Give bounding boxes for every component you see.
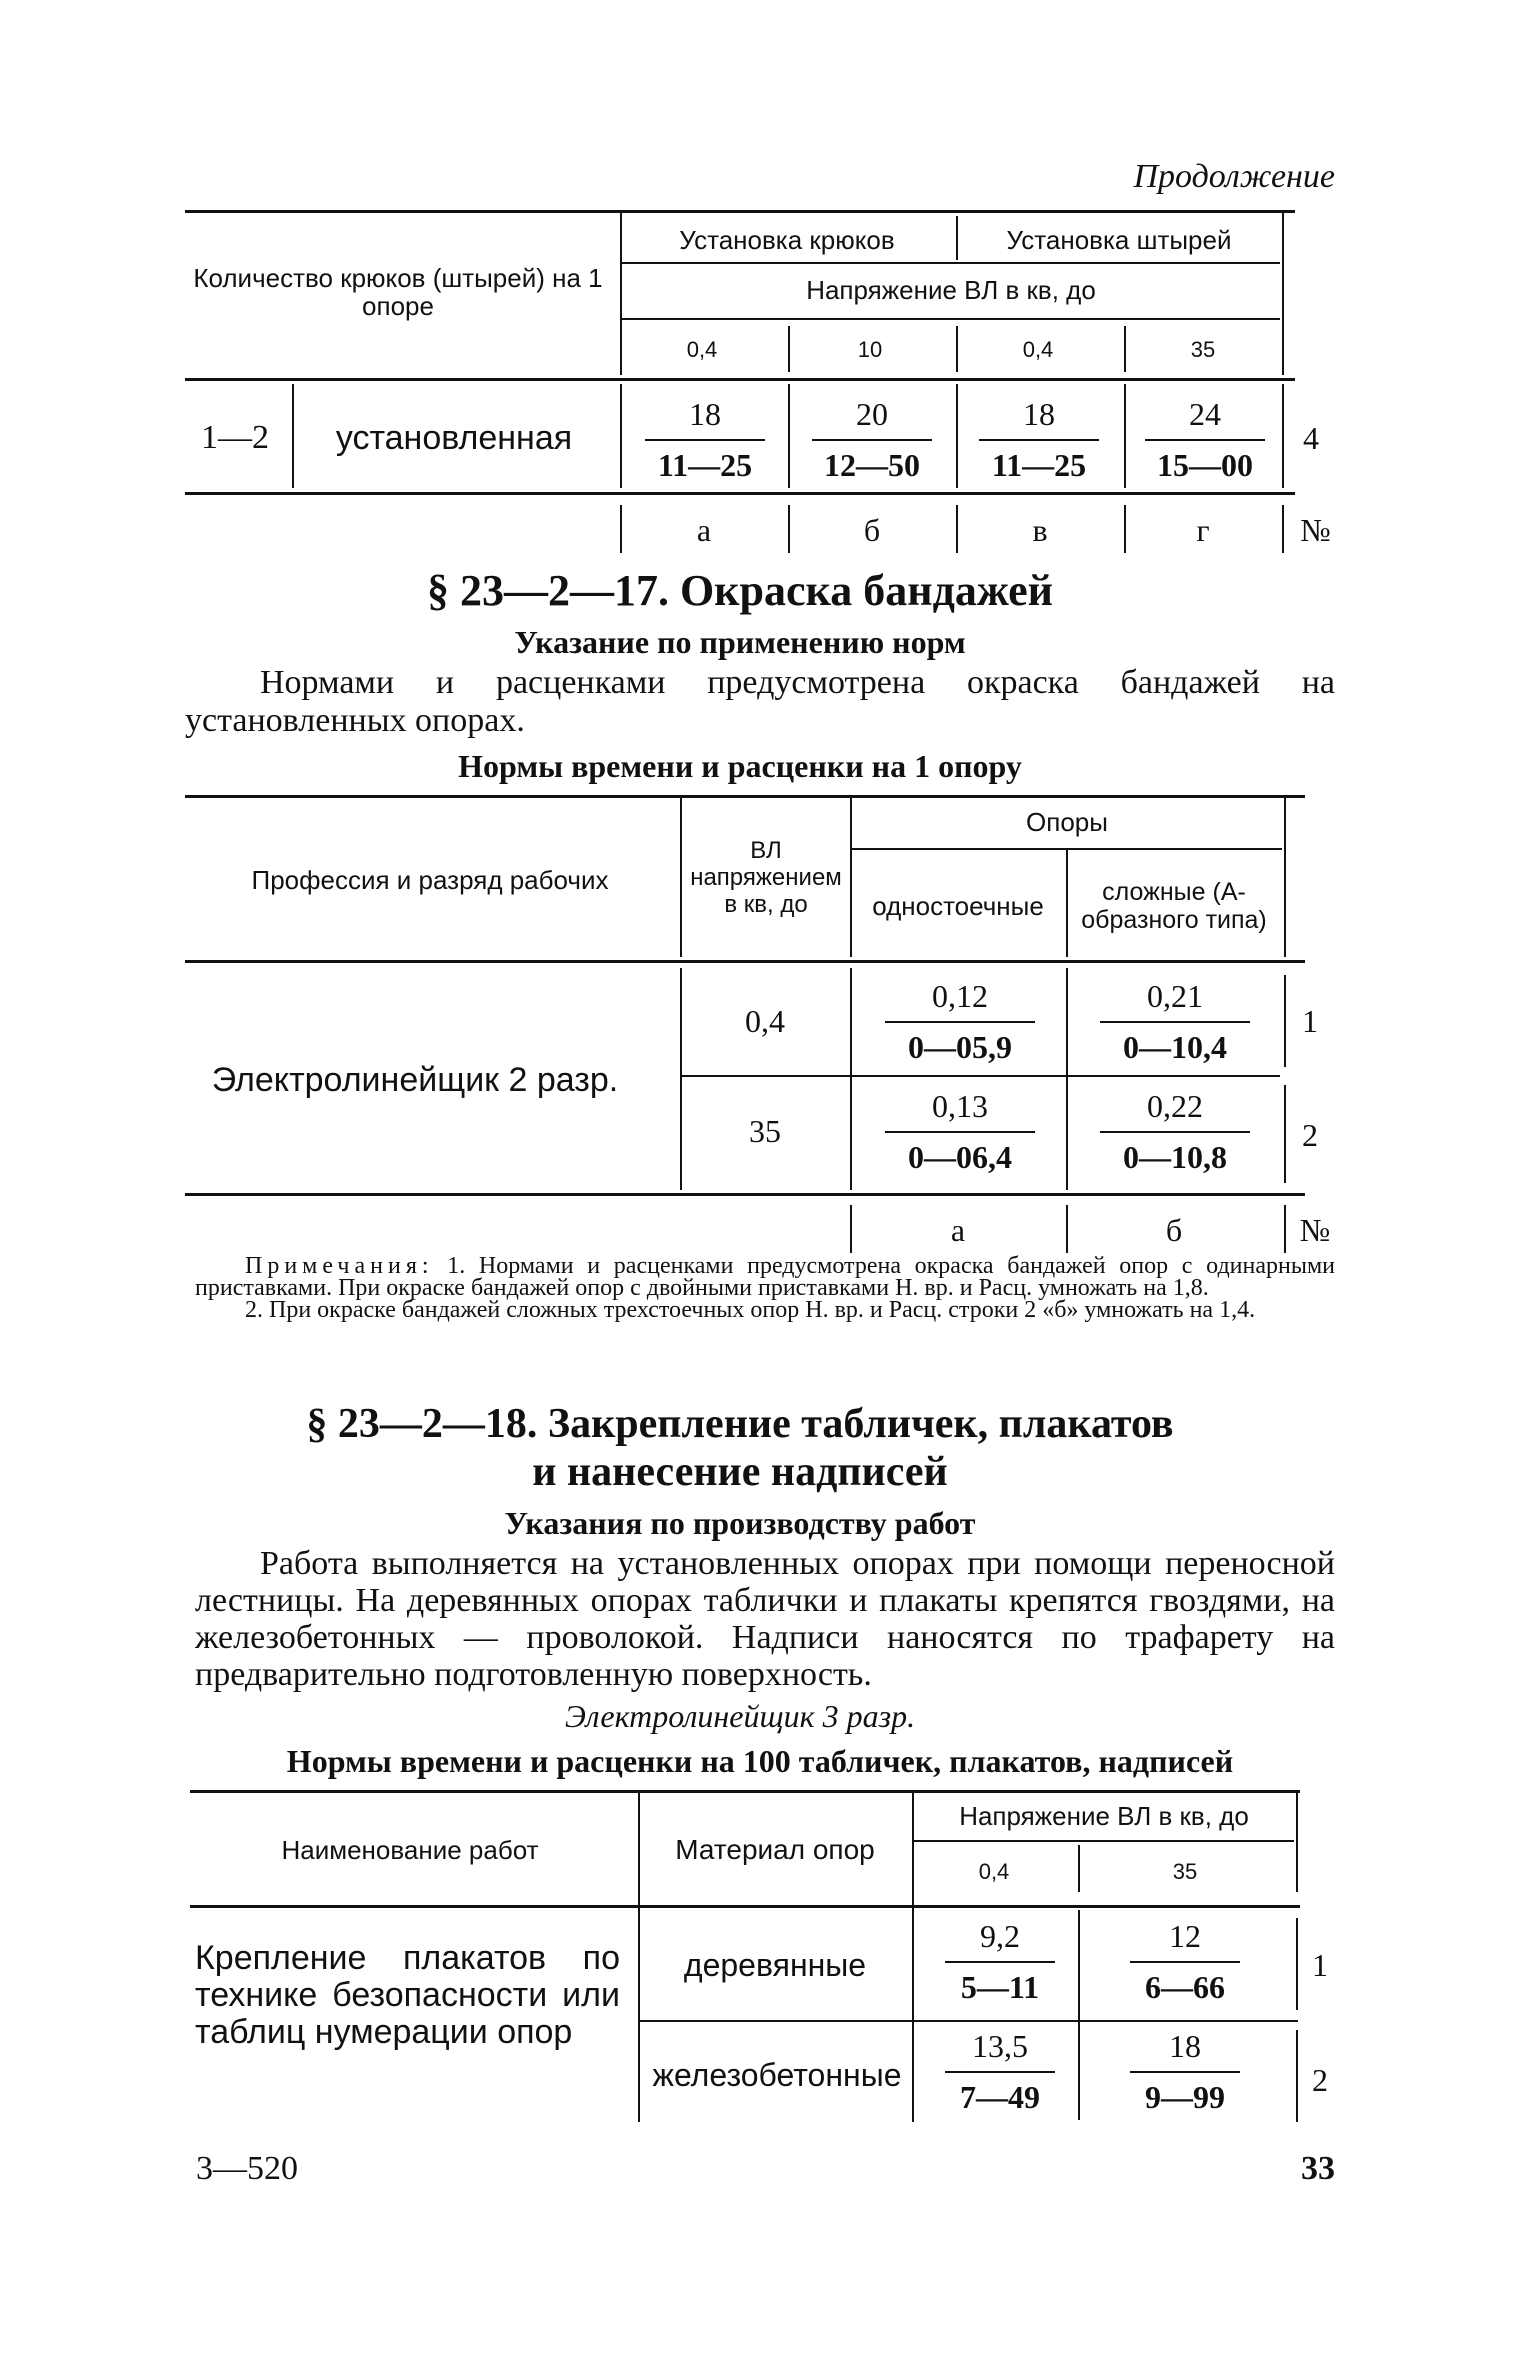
- note-1: 1. Нормами и расценками предусмотрена окраска бандажей опор с одинарными приставками. При окраске бандажей опор с двойными приставками Н. вр. и Расц. умножать на 1,8.: [195, 1253, 1335, 1301]
- table2-header-single: одностоечные: [872, 890, 1044, 921]
- table3-value: 12 6—66: [1120, 1918, 1250, 2006]
- table1-letter: г: [1196, 511, 1210, 548]
- table2-complex-value: 0,22 0—10,8: [1095, 1088, 1255, 1176]
- table1-voltage: 35: [1190, 337, 1216, 362]
- table3-voltage: 35: [1172, 1859, 1198, 1884]
- table1-letter: а: [696, 511, 712, 548]
- table1-letter: б: [863, 511, 881, 548]
- table3-value: 13,5 7—49: [935, 2028, 1065, 2116]
- table2-header-complex: сложные (А-образного типа): [1081, 878, 1267, 934]
- table1-row-header: Количество крюков (штырей) на 1 опоре: [193, 263, 603, 321]
- notes-label: Примечания:: [245, 1253, 434, 1279]
- table1-row-number: 4: [1303, 419, 1319, 456]
- section17-title: § 23—2—17. Окраска бандажей: [426, 566, 1054, 615]
- table2-num-sign: №: [1299, 1211, 1331, 1248]
- table1-voltage: 0,4: [686, 337, 718, 362]
- section18-title-line1: § 23—2—18. Закрепление табличек, плакатов: [306, 1401, 1174, 1447]
- section18-norms-title: Нормы времени и расценки на 100 табличек, плакатов, надписей: [286, 1743, 1234, 1779]
- section17-subtitle: Указание по применению норм: [514, 624, 966, 660]
- table3-material: железобетонные: [652, 2057, 902, 2093]
- table1-count: 1—2: [201, 419, 269, 456]
- table3-value: 18 9—99: [1120, 2028, 1250, 2116]
- table2-letter: а: [950, 1211, 966, 1248]
- table3-row-number: 2: [1312, 2061, 1328, 2098]
- table2-row-number: 1: [1302, 1002, 1318, 1039]
- table1-col-hooks: Установка крюков: [679, 224, 895, 255]
- footer-left: 3—520: [196, 2150, 298, 2187]
- table1-value: 18 11—25: [972, 396, 1106, 484]
- table2-header-supports: Опоры: [1026, 806, 1108, 837]
- table3-header-material: Материал опор: [675, 1834, 875, 1865]
- notes: [195, 1255, 1335, 1321]
- table2-letter: б: [1165, 1211, 1183, 1248]
- table2-complex-value: 0,21 0—10,4: [1095, 978, 1255, 1066]
- note-2: 2. При окраске бандажей сложных трехстоечных опор Н. вр. и Расц. строки 2 «б» умножать на 1,4.: [245, 1297, 1256, 1323]
- table3-row-number: 1: [1312, 1946, 1328, 1983]
- table2-header-profession: Профессия и разряд рабочих: [251, 864, 609, 895]
- table1-voltage: 10: [857, 337, 883, 362]
- table1-col-pins: Установка штырей: [1006, 224, 1232, 255]
- table1-row-label: установленная: [335, 418, 573, 457]
- section18-text: Работа выполняется на установленных опорах при помощи переносной лестницы. На деревянных опорах таблички и плакаты крепятся гвоздями, на железобетонных — проволокой. Надписи наносятся по трафарету на предварительно подготовленную поверхность.: [195, 1545, 1335, 1693]
- section18-worker: Электролинейщик 3 разр.: [564, 1698, 916, 1734]
- table2-voltage: 0,4: [745, 1002, 785, 1039]
- table2-single-value: 0,13 0—06,4: [880, 1088, 1040, 1176]
- table3-header-work: Наименование работ: [281, 1834, 539, 1865]
- page-number: 33: [1301, 2150, 1335, 2187]
- table1-value: 24 15—00: [1138, 396, 1272, 484]
- section18-title: [185, 1400, 1295, 1496]
- table2-header-voltage: ВЛ напряжением в кв, до: [690, 836, 842, 918]
- section18-subtitle: Указания по производству работ: [504, 1505, 976, 1541]
- section17-text: Нормами и расценками предусмотрена окраска бандажей на установленных опорах.: [185, 664, 1335, 739]
- table1-value: 18 11—25: [640, 396, 770, 484]
- table2-profession: Электролинейщик 2 разр.: [211, 1060, 619, 1099]
- table3-voltage: 0,4: [978, 1859, 1010, 1884]
- table1-letter: в: [1032, 511, 1048, 548]
- table3-value: 9,2 5—11: [935, 1918, 1065, 2006]
- section18-title-line2: и нанесение надписей: [532, 1449, 948, 1495]
- table2-single-value: 0,12 0—05,9: [880, 978, 1040, 1066]
- table3-work: Крепление плакатов по технике безопасности или таблиц нумерации опор: [195, 1939, 620, 2051]
- table2-row-number: 2: [1302, 1116, 1318, 1153]
- table3-header-voltage: Напряжение ВЛ в кв, до: [959, 1800, 1249, 1831]
- table2-voltage: 35: [749, 1112, 781, 1149]
- table1-voltage: 0,4: [1022, 337, 1054, 362]
- section17-norms-title: Нормы времени и расценки на 1 опору: [458, 748, 1022, 784]
- continuation-label: Продолжение: [1133, 158, 1335, 195]
- table1-value: 20 12—50: [805, 396, 939, 484]
- table1-voltage-header: Напряжение ВЛ в кв, до: [806, 274, 1096, 305]
- table3-material: деревянные: [683, 1946, 867, 1983]
- table1-num-sign: №: [1300, 511, 1331, 548]
